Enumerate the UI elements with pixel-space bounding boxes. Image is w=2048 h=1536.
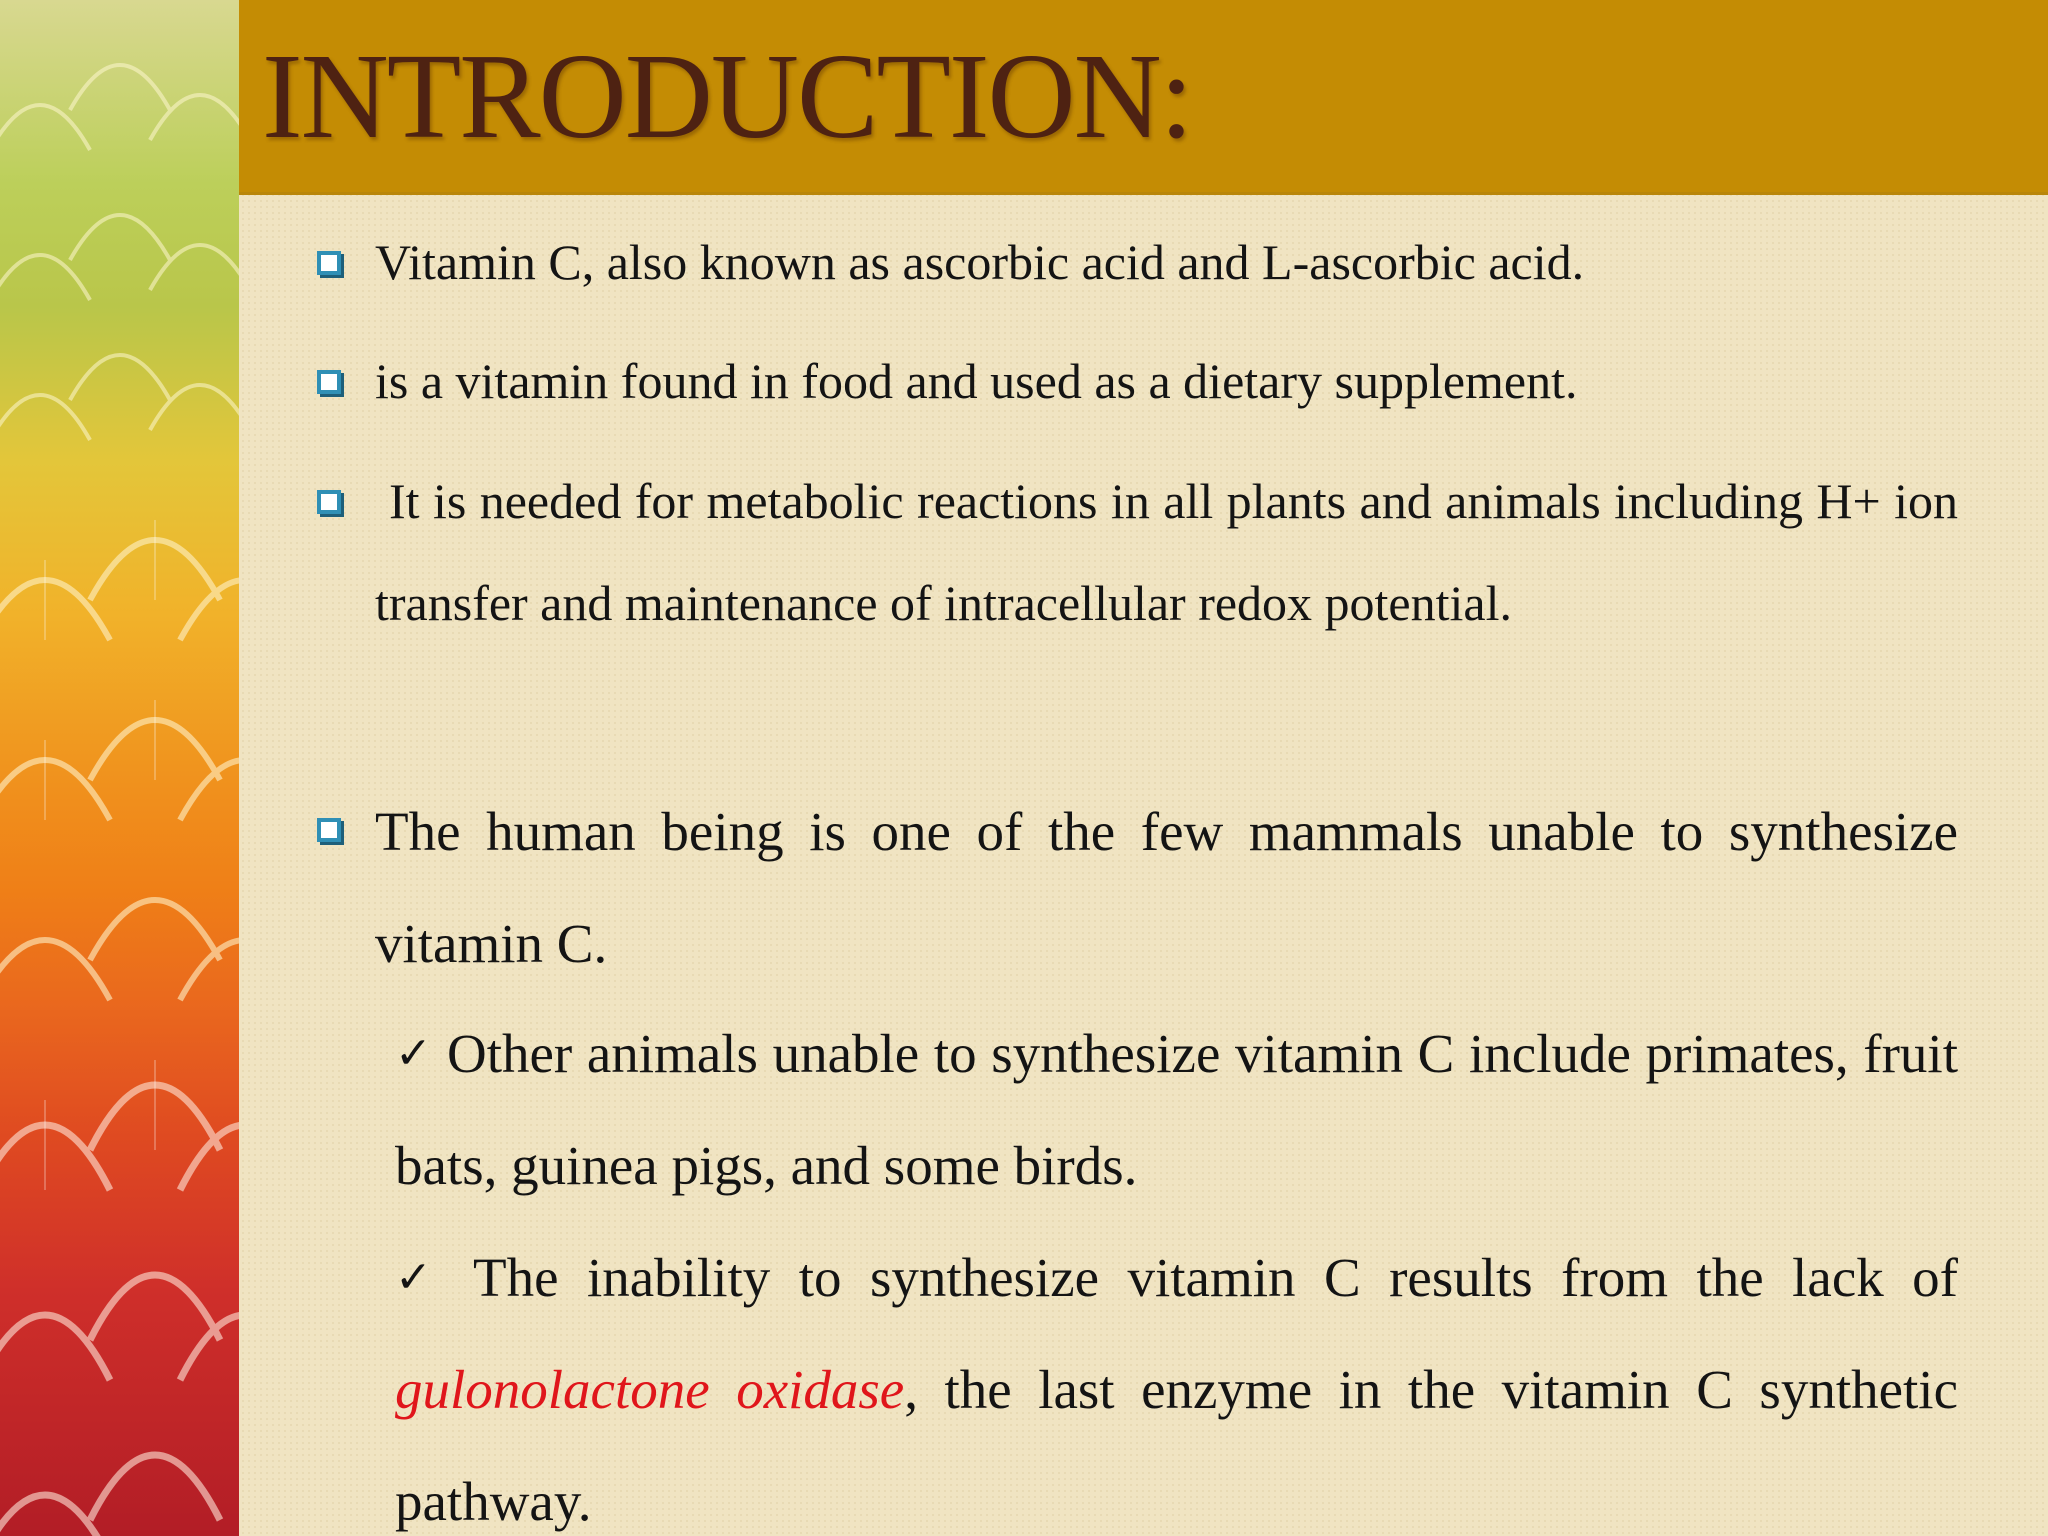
sub-point-2 (395, 1222, 1958, 1536)
bullet-3: It is needed for metabolic reactions in all plants and animals including H+ ion transfer and maintenance of intracellular redox potential. (375, 473, 1958, 631)
bullet-2: is a vitamin found in food and used as a dietary supplement. (375, 353, 1578, 409)
bullet-1: Vitamin C, also known as ascorbic acid and L-ascorbic acid. (375, 234, 1585, 290)
square-bullet-icon (317, 370, 341, 394)
checkmark-icon: ✓ (395, 1253, 432, 1302)
square-bullet-icon (317, 490, 341, 514)
sub-point-1 (395, 998, 1958, 1222)
sub-point-1-text: Other animals unable to synthesize vitamin C include primates, fruit bats, guinea pigs, and some birds. (395, 1023, 1958, 1196)
enzyme-name: gulonolactone oxidase (395, 1359, 905, 1420)
square-bullet-icon (317, 251, 341, 275)
sub-point-2-text-after: , the last enzyme in the vitamin C synthetic pathway. (395, 1359, 1958, 1532)
square-bullet-icon (317, 818, 341, 842)
page-title: INTRODUCTION: (262, 29, 1192, 164)
bullet-4: The human being is one of the few mammals unable to synthesize vitamin C. (375, 801, 1958, 974)
sub-point-2-text-before: The inability to synthesize vitamin C results from the lack of (473, 1247, 1958, 1308)
checkmark-icon: ✓ (395, 1029, 432, 1078)
